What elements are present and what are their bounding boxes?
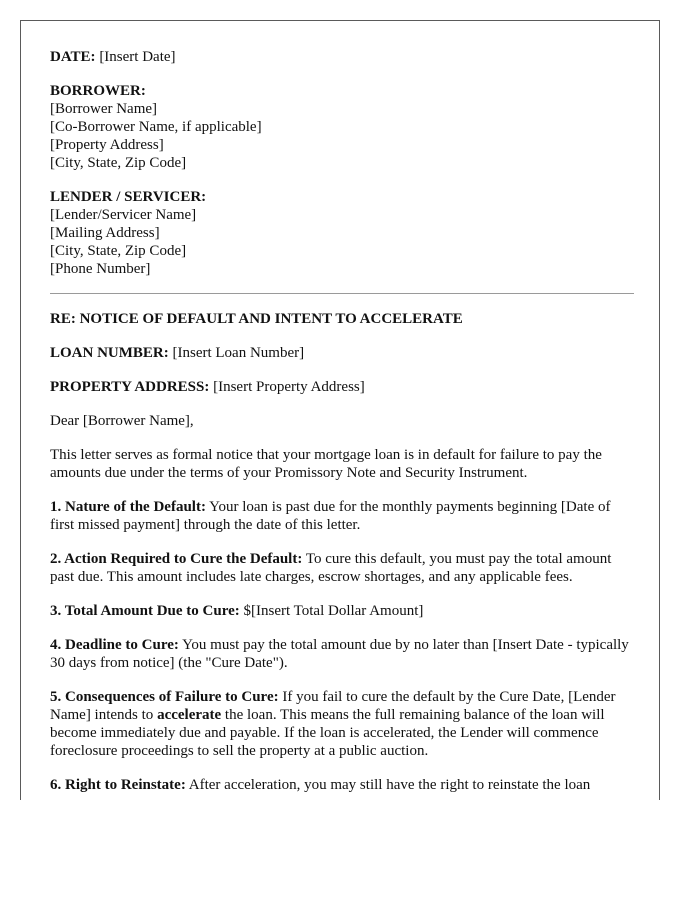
salutation: Dear [Borrower Name], <box>50 413 194 429</box>
loan-number-value: [Insert Loan Number] <box>172 345 305 361</box>
section-consequences <box>50 688 634 760</box>
section-text: $[Insert Total Dollar Amount] <box>243 603 424 619</box>
section-text: After acceleration, you may still have the right to reinstate the loan <box>188 777 591 793</box>
date-line <box>50 48 634 66</box>
section-heading: 2. Action Required to Cure the Default: <box>50 551 303 567</box>
property-address-label: PROPERTY ADDRESS: <box>50 379 210 395</box>
section-heading: 3. Total Amount Due to Cure: <box>50 603 240 619</box>
section-emphasis: accelerate <box>157 707 222 723</box>
property-address-value: [Insert Property Address] <box>213 379 365 395</box>
lender-block <box>50 188 634 278</box>
borrower-heading: BORROWER: <box>50 83 146 99</box>
loan-number-label: LOAN NUMBER: <box>50 345 169 361</box>
lender-heading: LENDER / SERVICER: <box>50 189 207 205</box>
date-label: DATE: <box>50 49 96 65</box>
section-text-after: the loan. This means the full remaining balance of the loan will become immediately due and payable. If the loan is accelerated, the Lender will commence foreclosure proceedings to sell the property at a public auction. <box>50 707 605 759</box>
section-heading: 5. Consequences of Failure to Cure: <box>50 689 279 705</box>
section-heading: 6. Right to Reinstate: <box>50 777 186 793</box>
section-divider <box>50 293 634 294</box>
section-text-before: If you fail to cure the default by the Cure Date, [Lender Name] intends to <box>50 689 616 723</box>
loan-number-line <box>50 344 634 362</box>
lender-mailing-address: [Mailing Address] <box>50 225 160 241</box>
subject-line <box>50 310 634 328</box>
letter-body <box>50 48 634 800</box>
lender-name: [Lender/Servicer Name] <box>50 207 197 223</box>
section-text: To cure this default, you must pay the total amount past due. This amount includes late charges, escrow shortages, and any applicable fees. <box>50 551 612 585</box>
lender-phone-number: [Phone Number] <box>50 261 151 277</box>
section-right-to-reinstate-partial <box>50 776 634 794</box>
subject-text: RE: NOTICE OF DEFAULT AND INTENT TO ACCELERATE <box>50 311 463 327</box>
intro-paragraph: This letter serves as formal notice that your mortgage loan is in default for failure to pay the amounts due under the terms of your Promissory Note and Security Instrument. <box>50 447 602 481</box>
borrower-block <box>50 82 634 172</box>
section-deadline-to-cure <box>50 636 634 672</box>
borrower-name: [Borrower Name] <box>50 101 158 117</box>
section-action-required <box>50 550 634 586</box>
section-heading: 1. Nature of the Default: <box>50 499 206 515</box>
property-address-line <box>50 378 634 396</box>
section-text: Your loan is past due for the monthly payments beginning [Date of first missed payment] through the date of this letter. <box>50 499 611 533</box>
date-value: [Insert Date] <box>99 49 176 65</box>
co-borrower-name: [Co-Borrower Name, if applicable] <box>50 119 262 135</box>
borrower-city-state-zip: [City, State, Zip Code] <box>50 155 187 171</box>
lender-city-state-zip: [City, State, Zip Code] <box>50 243 187 259</box>
borrower-property-address: [Property Address] <box>50 137 164 153</box>
section-heading: 4. Deadline to Cure: <box>50 637 179 653</box>
section-nature-of-default <box>50 498 634 534</box>
letter-page <box>20 20 660 800</box>
section-total-amount-due <box>50 602 634 620</box>
section-text: You must pay the total amount due by no later than [Insert Date - typically 30 days from notice] (the "Cure Date"). <box>50 637 629 671</box>
